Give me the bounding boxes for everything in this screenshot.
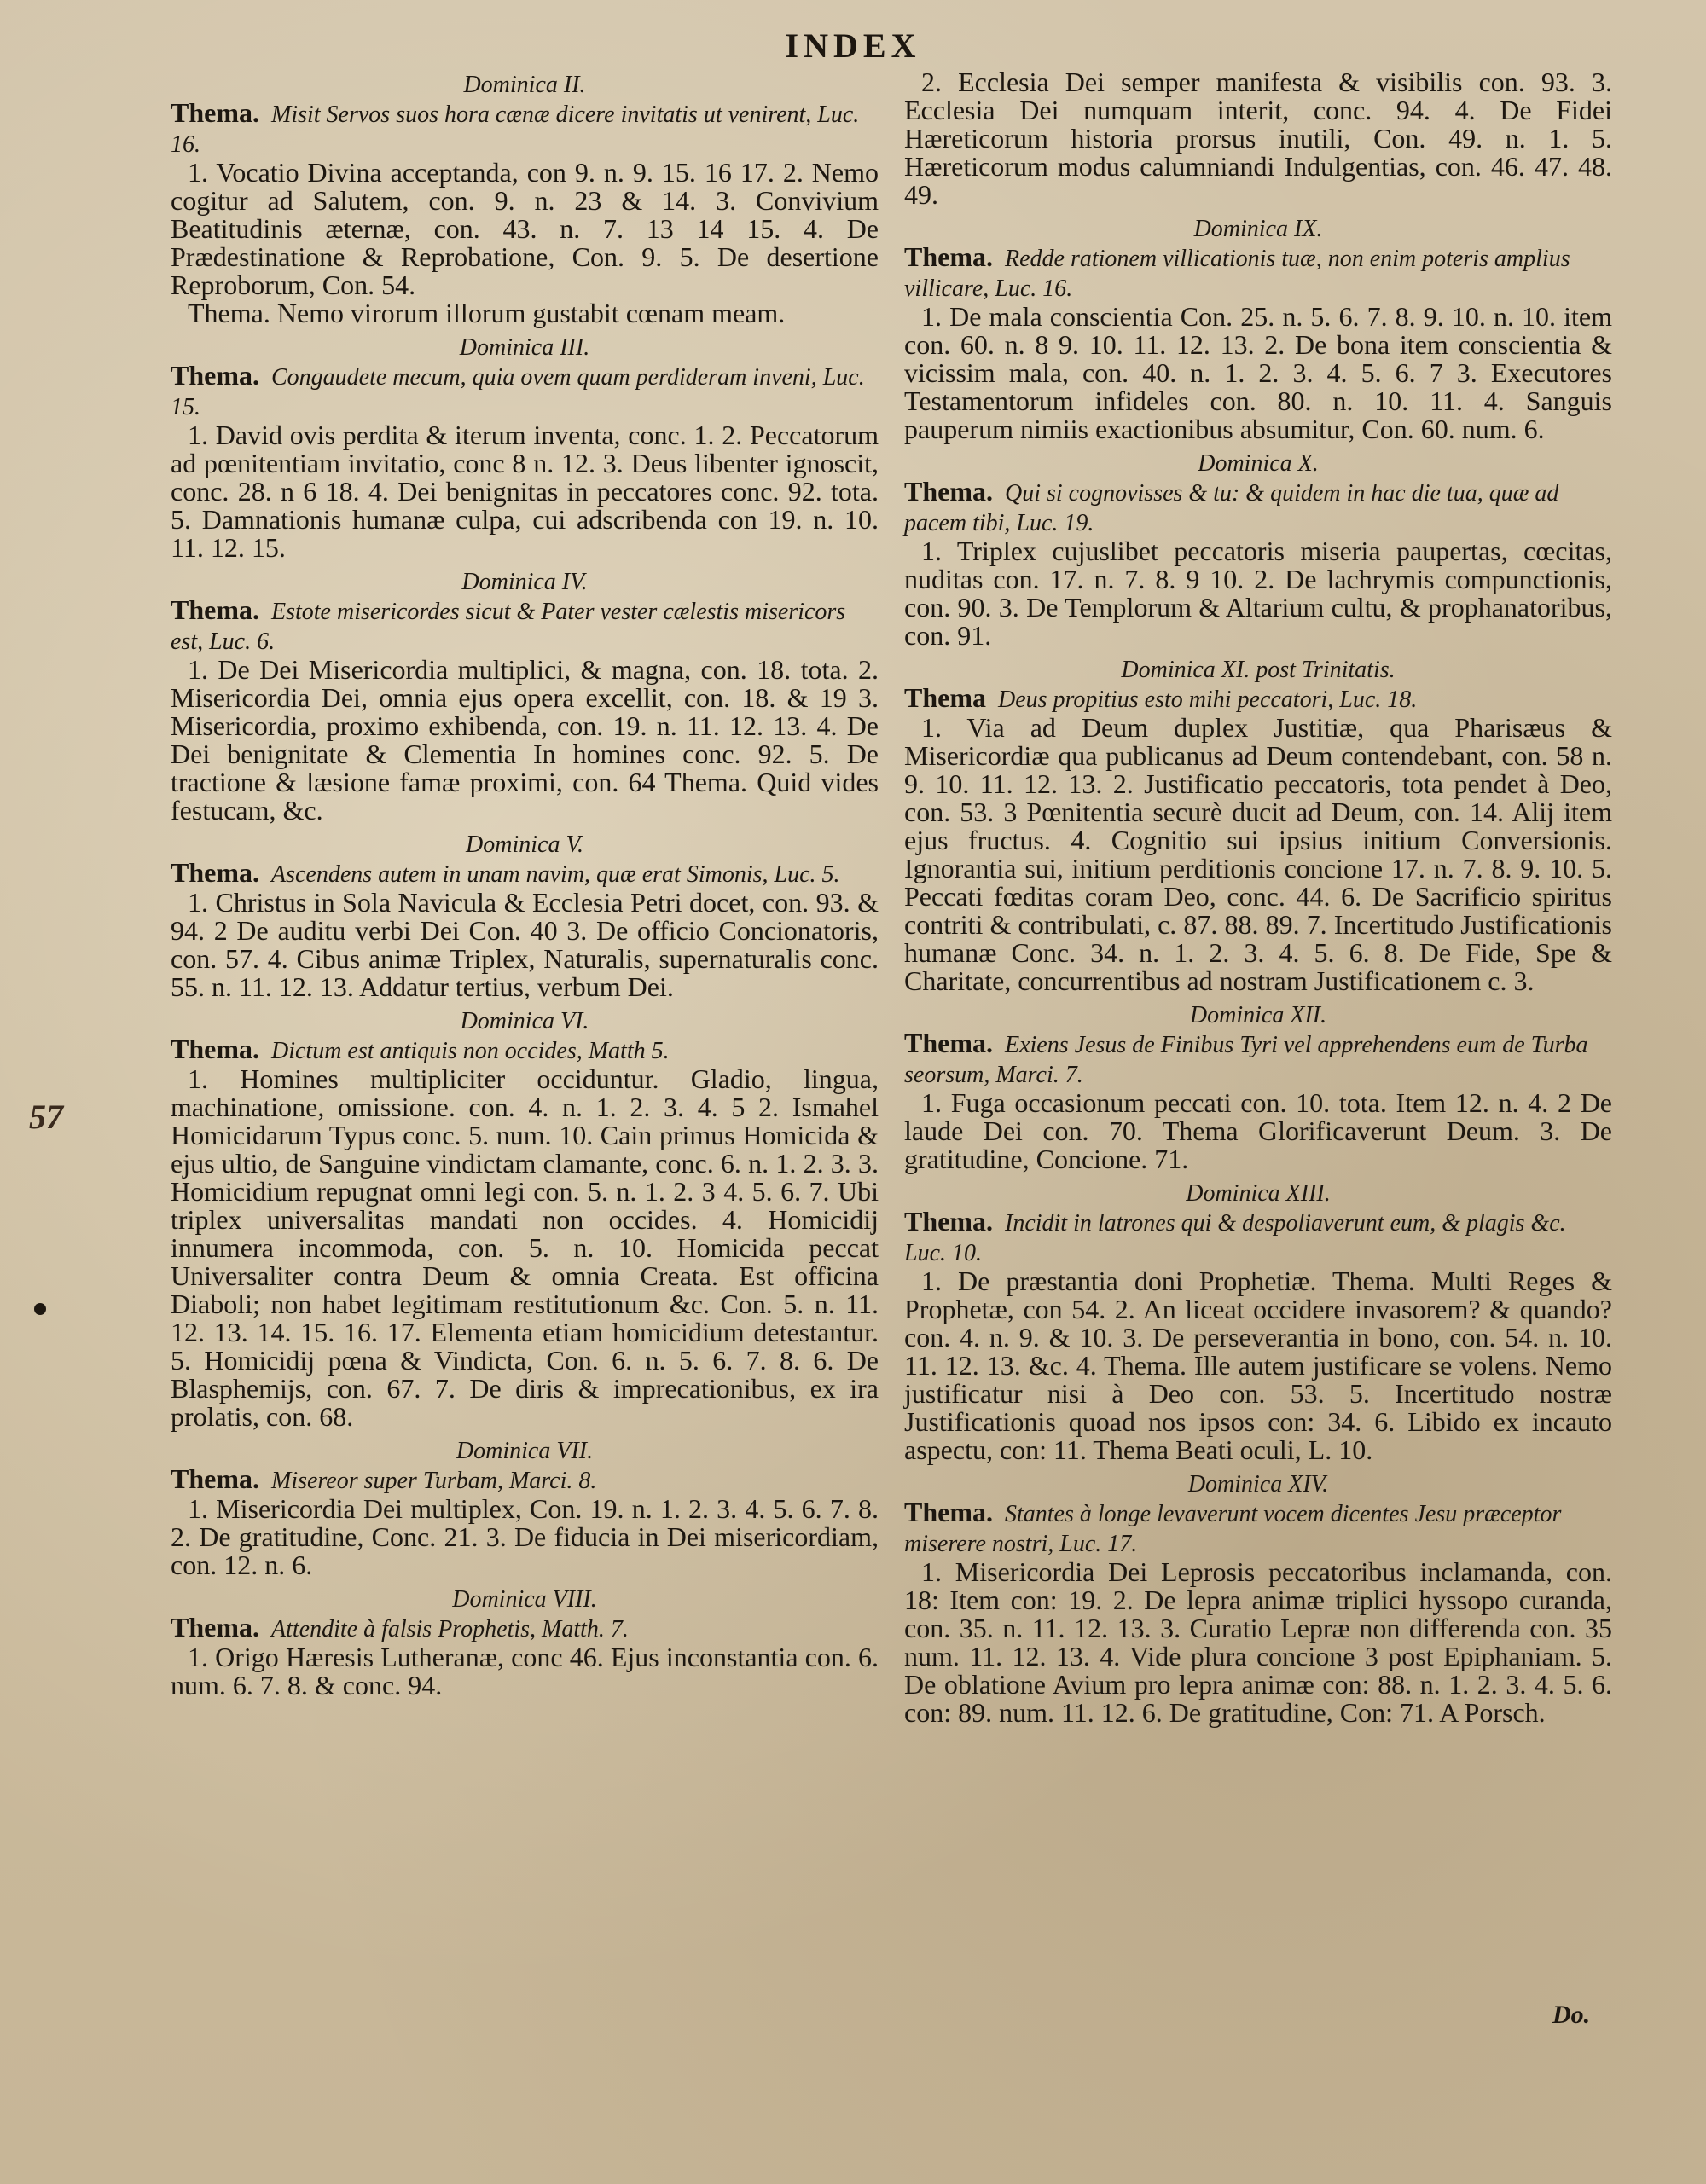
thema-quote: Misit Servos suos hora cænæ dicere invitatis ut venirent, Luc. 16.	[171, 101, 860, 158]
thema-label: Thema.	[171, 97, 259, 128]
dominica-heading: Dominica II.	[463, 72, 586, 98]
thema-label: Thema.	[904, 241, 993, 272]
dominica-heading: Dominica V.	[466, 831, 583, 858]
catchword: Do.	[1552, 2001, 1591, 2029]
thema-quote: Congaudete mecum, quia ovem quam perdideram inveni, Luc. 15.	[171, 364, 865, 420]
index-entry: 1. Misericordia Dei Leprosis peccatoribus inclamanda, con. 18: Item con: 19. 2. De lepra animæ triplici hyssopo curanda, con. 35. n. 11. 12. 13. 3. Curatio Lepræ non differenda con. 35 num. 11. 12. 13. 4. Vide plura concione 3 post Epiphaniam. 5. De oblatione Avium pro lepra animæ con: 88. n. 1. 2. 3. 4. 5. 6. con: 89. num. 11. 12. 6. De gratitudine, Con: 71. A Porsch.	[904, 1556, 1612, 1728]
left-column	[171, 68, 879, 1703]
margin-number: 57	[29, 1098, 63, 1136]
thema-line	[904, 1029, 1612, 1089]
thema-label: Thema.	[171, 1463, 259, 1494]
index-entry: 1. Via ad Deum duplex Justitiæ, qua Pharisæus & Misericordiæ qua publicanus ad Deum contendebant, con. 58 n. 9. 10. 11. 12. 13. 2. Justificatio peccatoris, tota pendet à Deo, con. 53. 3 Pœnitentia securè ducit ad Deum, con. 14. Alij item ejus fructus. 4. Cognitio sui ipsius initium Conversionis. Ignorantia sui, initium perditionis concione 17. n. 7. 8. 9. 10. 5. Peccati fœditas coram Deo, conc. 44. 6. De Sacrificio spiritus contriti & contribulati, c. 87. 88. 89. 7. Incertitudo Justificationis humanæ Conc. 34. n. 1. 2. 3. 4. 5. 6. 8. De Fide, Spe & Charitate, concurrentibus ad nostram Justificationem c. 3.	[904, 712, 1612, 996]
thema-quote: Estote misericordes sicut & Pater vester cælestis misericors est, Luc. 6.	[171, 599, 846, 655]
ink-dot	[34, 1303, 46, 1315]
dominica-heading: Dominica XIII.	[1186, 1180, 1331, 1207]
thema-label: Thema.	[171, 594, 259, 625]
index-entry: 1. Vocatio Divina acceptanda, con 9. n. 9. 15. 16 17. 2. Nemo cogitur ad Salutem, con. 9. n. 23 & 14. 3. Convivium Beatitudinis æternæ, con. 43. n. 7. 13 14 15. 4. De Prædestinatione & Reprobatione, Con. 9. 5. De desertione Reproborum, Con. 54.	[171, 157, 879, 300]
index-entry: 1. Fuga occasionum peccati con. 10. tota. Item 12. n. 4. 2 De laude Dei con. 70. Thema Glorificaverunt Deum. 3. De gratitudine, Concione. 71.	[904, 1087, 1612, 1174]
thema-label: Thema.	[904, 476, 993, 507]
thema-quote: Dictum est antiquis non occides, Matth 5.	[271, 1038, 670, 1064]
thema-label: Thema.	[904, 1028, 993, 1058]
thema-line	[904, 243, 1612, 303]
thema-label: Thema.	[171, 360, 259, 391]
thema-label: Thema.	[171, 1612, 259, 1642]
index-entry: 1. Christus in Sola Navicula & Ecclesia Petri docet, con. 93. & 94. 2 De auditu verbi Dei Con. 40 3. De officio Concionatoris, con. 57. 4. Cibus animæ Triplex, Naturalis, supernaturalis conc. 55. n. 11. 12. 13. Addatur tertius, verbum Dei.	[171, 887, 879, 1002]
page-header: INDEX	[785, 26, 921, 65]
dominica-heading: Dominica VII.	[456, 1438, 594, 1464]
thema-quote: Attendite à falsis Prophetis, Matth. 7.	[271, 1616, 629, 1642]
thema-line	[171, 99, 879, 159]
index-entry: 1. De mala conscientia Con. 25. n. 5. 6. 7. 8. 9. 10. n. 10. item con. 60. n. 8 9. 10. 11. 12. 13. 2. De bona item conscientia & vicissim mala, con. 40. n. 1. 2. 3. 4. 5. 6. 7 3. Executores Testamentorum infideles con. 80. n. 10. 11. 4. Sanguis pauperum nimiis exactionibus absumitur, Con. 60. num. 6.	[904, 301, 1612, 444]
index-entry: Thema. Nemo virorum illorum gustabit cœnam meam.	[188, 298, 786, 328]
dominica-heading: Dominica X.	[1198, 450, 1319, 477]
thema-quote: Stantes à longe levaverunt vocem dicentes Jesu præceptor miserere nostri, Luc. 17.	[904, 1501, 1562, 1557]
index-entry: 1. Triplex cujuslibet peccatoris miseria paupertas, cœcitas, nuditas con. 17. n. 7. 8. 9 10. 2. De lachrymis compunctionis, con. 90. 3. De Templorum & Altarium cultu, & prophanatoribus, con. 91.	[904, 536, 1612, 651]
index-entry: 1. De Dei Misericordia multiplici, & magna, con. 18. tota. 2. Misericordia Dei, omnia ejus opera excellit, con. 18. & 19 3. Misericordia, proximo exhibenda, con. 19. n. 11. 12. 13. 4. De Dei benignitate & Clementia In homines conc. 92. 5. De tractione & læsione famæ proximi, con. 64 Thema. Quid vides festucam, &c.	[171, 654, 879, 826]
index-entry: 1. David ovis perdita & iterum inventa, conc. 1. 2. Peccatorum ad pœnitentiam invitatio, conc 8 n. 12. 3. Deus libenter ignoscit, conc. 28. n 6 18. 4. Dei benignitas in peccatores conc. 92. tota. 5. Damnationis humanæ culpa, cui adscribenda con 19. n. 10. 11. 12. 15.	[171, 420, 879, 563]
thema-quote: Qui si cognovisses & tu: & quidem in hac die tua, quæ ad pacem tibi, Luc. 19.	[904, 480, 1559, 536]
thema-quote: Ascendens autem in unam navim, quæ erat Simonis, Luc. 5.	[271, 861, 840, 888]
thema-label: Thema.	[171, 1034, 259, 1064]
thema-line	[171, 596, 879, 656]
thema-quote: Deus propitius esto mihi peccatori, Luc. 18.	[998, 686, 1418, 713]
index-entry: 1. Misericordia Dei multiplex, Con. 19. n. 1. 2. 3. 4. 5. 6. 7. 8. 2. De gratitudine, Conc. 21. 3. De fiducia in Dei misericordiam, con. 12. n. 6.	[171, 1493, 879, 1580]
thema-line	[171, 1613, 879, 1643]
thema-label: Thema.	[904, 1206, 993, 1237]
thema-label: Thema.	[904, 1497, 993, 1527]
thema-line	[171, 1035, 879, 1065]
dominica-heading: Dominica VI.	[460, 1008, 589, 1034]
thema-line	[904, 684, 1612, 714]
dominica-heading: Dominica XIV.	[1187, 1471, 1329, 1498]
thema-label: Thema.	[171, 857, 259, 888]
thema-line	[904, 1208, 1612, 1267]
thema-quote: Incidit in latrones qui & despoliaverunt eum, & plagis &c. Luc. 10.	[904, 1210, 1566, 1266]
thema-line	[171, 362, 879, 421]
dominica-heading: Dominica XII.	[1189, 1002, 1327, 1028]
dominica-heading: Dominica IX.	[1193, 216, 1323, 242]
thema-quote: Misereor super Turbam, Marci. 8.	[271, 1468, 597, 1494]
index-entry: 1. Origo Hæresis Lutheranæ, conc 46. Ejus inconstantia con. 6. num. 6. 7. 8. & conc. 94.	[171, 1642, 879, 1700]
dominica-heading: Dominica XI. post Trinitatis.	[1121, 657, 1396, 683]
thema-line	[171, 859, 879, 889]
dominica-heading: Dominica IV.	[461, 569, 588, 595]
thema-quote: Exiens Jesus de Finibus Tyri vel apprehendens eum de Turba seorsum, Marci. 7.	[904, 1032, 1588, 1088]
thema-line	[904, 1498, 1612, 1558]
thema-line	[171, 1465, 879, 1495]
right-column	[904, 68, 1612, 1730]
thema-quote: Redde rationem villicationis tuæ, non enim poteris amplius villicare, Luc. 16.	[904, 246, 1570, 302]
dominica-heading: Dominica III.	[459, 334, 590, 361]
thema-line	[904, 478, 1612, 537]
index-entry: 1. Homines multipliciter occiduntur. Gladio, lingua, machinatione, omissione. con. 4. n. 1. 2. 3. 4. 5 2. Ismahel Homicidarum Typus conc. 5. num. 10. Cain primus Homicida & ejus ultio, de Sanguine vindictam clamante, conc. 6. n. 1. 2. 3. 3. Homicidium repugnat omni legi con. 5. n. 1. 2. 3 4. 5. 6. 7. Ubi triplex universalitas mandati non occides. 4. Homicidij innumera incommoda, con. 5. n. 10. Homicida peccat Universaliter contra Deum & omnia Creata. Est officina Diaboli; non habet legitimam restitutionum &c. Con. 5. n. 11. 12. 13. 14. 15. 16. 17. Elementa etiam homicidium detestantur. 5. Homicidij pœna & Vindicta, Con. 6. n. 5. 6. 7. 8. 6. De Blasphemijs, con. 67. 7. De diris & imprecationibus, ex ira prolatis, con. 68.	[171, 1063, 879, 1432]
dominica-heading: Dominica VIII.	[452, 1586, 597, 1613]
thema-label: Thema	[904, 682, 986, 713]
index-entry: 1. De præstantia doni Prophetiæ. Thema. Multi Reges & Prophetæ, con 54. 2. An liceat occidere invasorem? & quando? con. 4. n. 9. & 10. 3. De perseverantia in bono, con. 54. n. 10. 11. 12. 13. &c. 4. Thema. Ille autem justificare se volens. Nemo justificatur nisi à Deo con. 53. 5. Incertitudo nostræ Justificationis quoad nos ipsos con: 34. 6. Libido ex incauto aspectu, con: 11. Thema Beati oculi, L. 10.	[904, 1266, 1612, 1465]
index-entry: 2. Ecclesia Dei semper manifesta & visibilis con. 93. 3. Ecclesia Dei numquam interit, conc. 94. 4. De Fidei Hæreticorum historia prorsus inutili, Con. 49. n. 1. 5. Hæreticorum modus calumniandi Indulgentias, con. 46. 47. 48. 49.	[904, 67, 1612, 210]
